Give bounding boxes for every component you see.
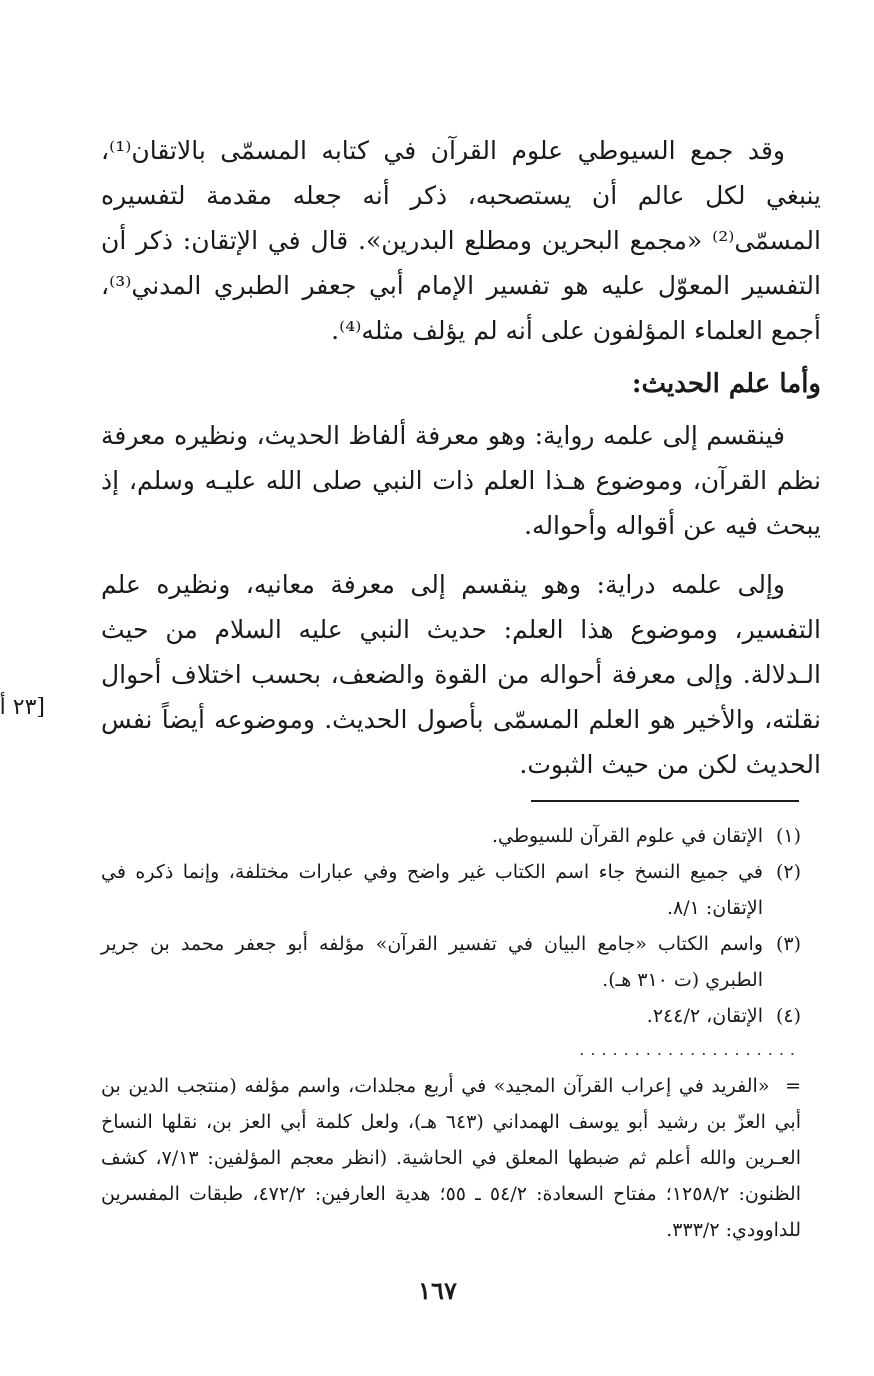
continued-footnote xyxy=(101,1068,801,1248)
footnote-text: في جميع النسخ جاء اسم الكتاب غير واضح وفي عبارات مختلفة، وإنما ذكره في الإتقان: ٨/١. xyxy=(101,861,763,919)
dotted-separator: .................... xyxy=(579,1040,801,1059)
manuscript-folio-marker: [٢٣ أ xyxy=(0,695,45,720)
footnote-text: الإتقان في علوم القرآن للسيوطي. xyxy=(491,825,763,847)
continuation-text: «الفريد في إعراب القرآن المجيد» في أربع مجلدات، واسم مؤلفه (منتجب الدين بن أبي العزّ بن رشيد أبو يوسف الهمداني (٦٤٣ هـ)، ولعل كلمة أبي العز بن، نقلها النساخ العـرين والله أعلم ثم ضبطها المعلق في الحاشية. (انظر معجم المؤلفين: ٧/١٣، كشف الظنون: ١٢٥٨/٢؛ مفتاح السعادة: ٥٤/٢ ـ ٥٥؛ هدية العارفين: ٤٧٢/٢، طبقات المفسرين للداوودي: ٣٣٣/٢. xyxy=(101,1075,802,1241)
paragraph-quran-sciences: وقد جمع السيوطي علوم القرآن في كتابه المسمّى بالاتقان⁽¹⁾، ينبغي لكل عالم أن يستصحبه، ذكر أنه جعله مقدمة لتفسيره المسمّى⁽²⁾ «مجمع البحرين ومطلع البدرين». قال في الإتقان: ذكر أن التفسير المعوّل عليه هو تفسير الإمام أبي جعفر الطبري المدني⁽³⁾، أجمع العلماء المؤلفون على أنه لم يؤلف مثله⁽⁴⁾. xyxy=(101,136,821,345)
page-number: ١٦٧ xyxy=(418,1276,457,1305)
footnote xyxy=(101,926,801,998)
footnote-text: واسم الكتاب «جامع البيان في تفسير القرآن» مؤلفه أبو جعفر محمد بن جرير الطبري (ت ٣١٠ هـ). xyxy=(101,933,763,991)
footnote-number: (٢) xyxy=(775,861,801,883)
paragraph-riwaya: فينقسم إلى علمه رواية: وهو معرفة ألفاظ الحديث، ونظيره معرفة نظم القرآن، وموضوع هـذا العلم ذات النبي صلى الله عليـه وسلم، إذ يبحث فيه عن أقواله وأحواله. xyxy=(101,421,821,540)
footnote xyxy=(101,854,801,926)
continuation-marker: = xyxy=(785,1075,801,1097)
footnote-text: الإتقان، ٢٤٤/٢. xyxy=(646,1005,763,1027)
footnote-separator-line xyxy=(531,800,799,802)
section-heading-hadith: وأما علم الحديث: xyxy=(631,369,821,399)
footnote-number: (١) xyxy=(775,825,801,847)
paragraph-diraya: وإلى علمه دراية: وهو ينقسم إلى معرفة معانيه، ونظيره علم التفسير، وموضوع هذا العلم: حديث النبي عليه السلام من حيث الـدلالة. وإلى معرفة أحواله من القوة والضعف، بحسب اختلاف أحوال نقلته، والأخير هو العلم المسمّى بأصول الحديث. وموضوعه أيضاً نفس الحديث لكن من حيث الثبوت. xyxy=(101,570,821,779)
footnote xyxy=(101,998,801,1034)
book-page xyxy=(1,0,874,1376)
main-text xyxy=(101,128,821,787)
footnote-number: (٤) xyxy=(775,1005,801,1027)
footnote-number: (٣) xyxy=(775,933,801,955)
footnotes xyxy=(101,818,801,1034)
footnote xyxy=(101,818,801,854)
